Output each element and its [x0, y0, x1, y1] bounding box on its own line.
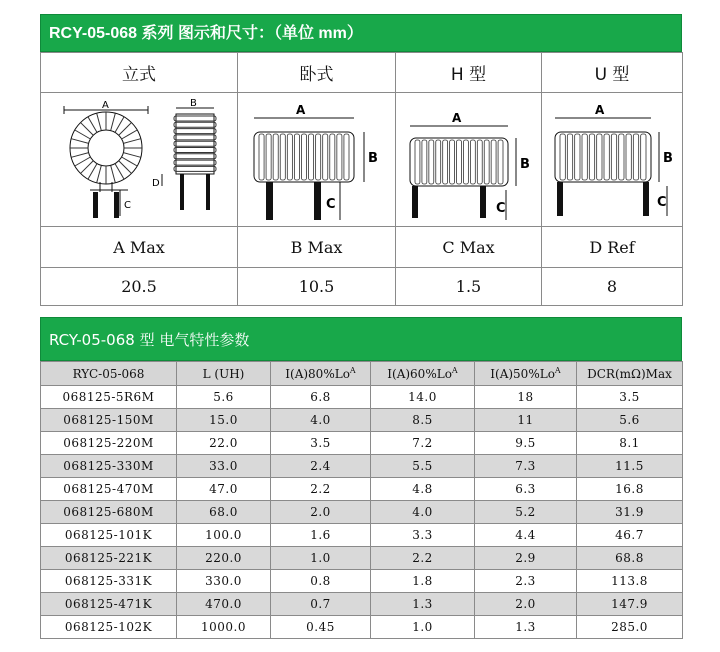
table-cell: 470.0	[177, 593, 271, 616]
table-cell: 068125-471K	[41, 593, 177, 616]
label-c-h: C	[495, 200, 506, 216]
table-row	[41, 455, 683, 478]
table-cell: 068125-680M	[41, 501, 177, 524]
diagram-vertical	[41, 93, 238, 227]
label-b-u: B	[663, 150, 673, 166]
table-cell: 113.8	[577, 570, 683, 593]
value-a-max: 20.5	[41, 268, 238, 306]
label-c-max: C Max	[396, 227, 542, 268]
table-cell: 18	[475, 386, 577, 409]
table-cell: 1000.0	[177, 616, 271, 639]
label-b-h: B	[519, 156, 530, 172]
label-a-horizontal: A	[295, 102, 305, 117]
table-row	[41, 616, 683, 639]
table-cell: 100.0	[177, 524, 271, 547]
electrical-table	[40, 361, 683, 639]
value-c-max: 1.5	[396, 268, 542, 306]
table-cell: 7.2	[371, 432, 475, 455]
table-cell: 1.8	[371, 570, 475, 593]
value-b-max: 10.5	[238, 268, 396, 306]
table-cell: 068125-331K	[41, 570, 177, 593]
col-current-80: $I(A)80\%Lo^A$	[271, 362, 371, 386]
table-cell: 068125-221K	[41, 547, 177, 570]
table-cell: 0.8	[271, 570, 371, 593]
table-row	[41, 409, 683, 432]
table-cell: 1.3	[475, 616, 577, 639]
table-cell: 220.0	[177, 547, 271, 570]
table-cell: 68.0	[177, 501, 271, 524]
table-cell: 3.3	[371, 524, 475, 547]
table-cell: 1.6	[271, 524, 371, 547]
table-row	[41, 478, 683, 501]
table-cell: 14.0	[371, 386, 475, 409]
table-cell: 2.2	[371, 547, 475, 570]
table-cell: 4.0	[271, 409, 371, 432]
table-cell: 11	[475, 409, 577, 432]
table-cell: 2.0	[271, 501, 371, 524]
dimensions-panel	[40, 14, 682, 306]
table-cell: 4.8	[371, 478, 475, 501]
label-a-h: A	[451, 110, 461, 125]
electrical-title: RCY-05-068 型 电气特性参数	[40, 317, 682, 361]
table-cell: 1.0	[271, 547, 371, 570]
header-h-type: H 型	[396, 53, 542, 93]
dimensions-table	[40, 52, 683, 306]
table-cell: 068125-101K	[41, 524, 177, 547]
label-b-horizontal: B	[367, 150, 378, 166]
label-a-max: A Max	[41, 227, 238, 268]
table-cell: 31.9	[577, 501, 683, 524]
table-cell: 0.45	[271, 616, 371, 639]
table-cell: 1.3	[371, 593, 475, 616]
table-cell: 1.0	[371, 616, 475, 639]
table-cell: 5.5	[371, 455, 475, 478]
table-cell: 147.9	[577, 593, 683, 616]
table-cell: 2.4	[271, 455, 371, 478]
col-inductance: L (UH)	[177, 362, 271, 386]
table-row	[41, 386, 683, 409]
label-a-vertical: A	[102, 99, 109, 111]
table-cell: 2.3	[475, 570, 577, 593]
table-cell: 7.3	[475, 455, 577, 478]
label-c-vertical: C	[124, 199, 131, 211]
table-cell: 0.7	[271, 593, 371, 616]
table-cell: 9.5	[475, 432, 577, 455]
table-cell: 2.0	[475, 593, 577, 616]
label-a-u: A	[595, 102, 605, 117]
table-cell: 8.5	[371, 409, 475, 432]
diagram-h-type	[396, 93, 542, 227]
table-cell: 068125-220M	[41, 432, 177, 455]
table-cell: 068125-150M	[41, 409, 177, 432]
table-cell: 068125-470M	[41, 478, 177, 501]
table-row	[41, 501, 683, 524]
table-cell: 2.2	[271, 478, 371, 501]
header-u-type: U 型	[542, 53, 683, 93]
table-cell: 68.8	[577, 547, 683, 570]
diagram-u-type	[542, 93, 683, 227]
table-cell: 33.0	[177, 455, 271, 478]
table-cell: 6.3	[475, 478, 577, 501]
table-row	[41, 570, 683, 593]
table-cell: 6.8	[271, 386, 371, 409]
table-cell: 16.8	[577, 478, 683, 501]
table-cell: 5.6	[177, 386, 271, 409]
col-current-50: $I(A)50\%Lo^A$	[475, 362, 577, 386]
table-cell: 8.1	[577, 432, 683, 455]
diagram-horizontal	[238, 93, 396, 227]
table-row	[41, 524, 683, 547]
table-cell: 4.4	[475, 524, 577, 547]
value-d-ref: 8	[542, 268, 683, 306]
electrical-panel	[40, 317, 682, 639]
table-cell: 47.0	[177, 478, 271, 501]
table-cell: 22.0	[177, 432, 271, 455]
label-d-vertical: D	[152, 177, 160, 189]
col-dcr: DCR(mΩ)Max	[577, 362, 683, 386]
table-cell: 330.0	[177, 570, 271, 593]
electrical-table-body	[41, 386, 683, 639]
dimensions-title: RCY-05-068 系列 图示和尺寸：（单位 mm）	[40, 14, 682, 52]
table-cell: 2.9	[475, 547, 577, 570]
label-c-u: C	[657, 194, 667, 210]
table-cell: 3.5	[271, 432, 371, 455]
header-vertical: 立式	[41, 53, 238, 93]
table-row	[41, 593, 683, 616]
table-row	[41, 432, 683, 455]
label-b-vertical: B	[190, 97, 197, 109]
header-horizontal: 卧式	[238, 53, 396, 93]
label-b-max: B Max	[238, 227, 396, 268]
table-cell: 46.7	[577, 524, 683, 547]
table-cell: 068125-102K	[41, 616, 177, 639]
col-part-number: RYC-05-068	[41, 362, 177, 386]
table-cell: 11.5	[577, 455, 683, 478]
label-d-ref: D Ref	[542, 227, 683, 268]
label-c-horizontal: C	[325, 196, 336, 212]
table-cell: 5.2	[475, 501, 577, 524]
table-cell: 068125-5R6M	[41, 386, 177, 409]
col-current-60: $I(A)60\%Lo^A$	[371, 362, 475, 386]
table-cell: 068125-330M	[41, 455, 177, 478]
table-cell: 3.5	[577, 386, 683, 409]
table-row	[41, 547, 683, 570]
table-cell: 4.0	[371, 501, 475, 524]
table-cell: 285.0	[577, 616, 683, 639]
table-cell: 15.0	[177, 409, 271, 432]
table-cell: 5.6	[577, 409, 683, 432]
